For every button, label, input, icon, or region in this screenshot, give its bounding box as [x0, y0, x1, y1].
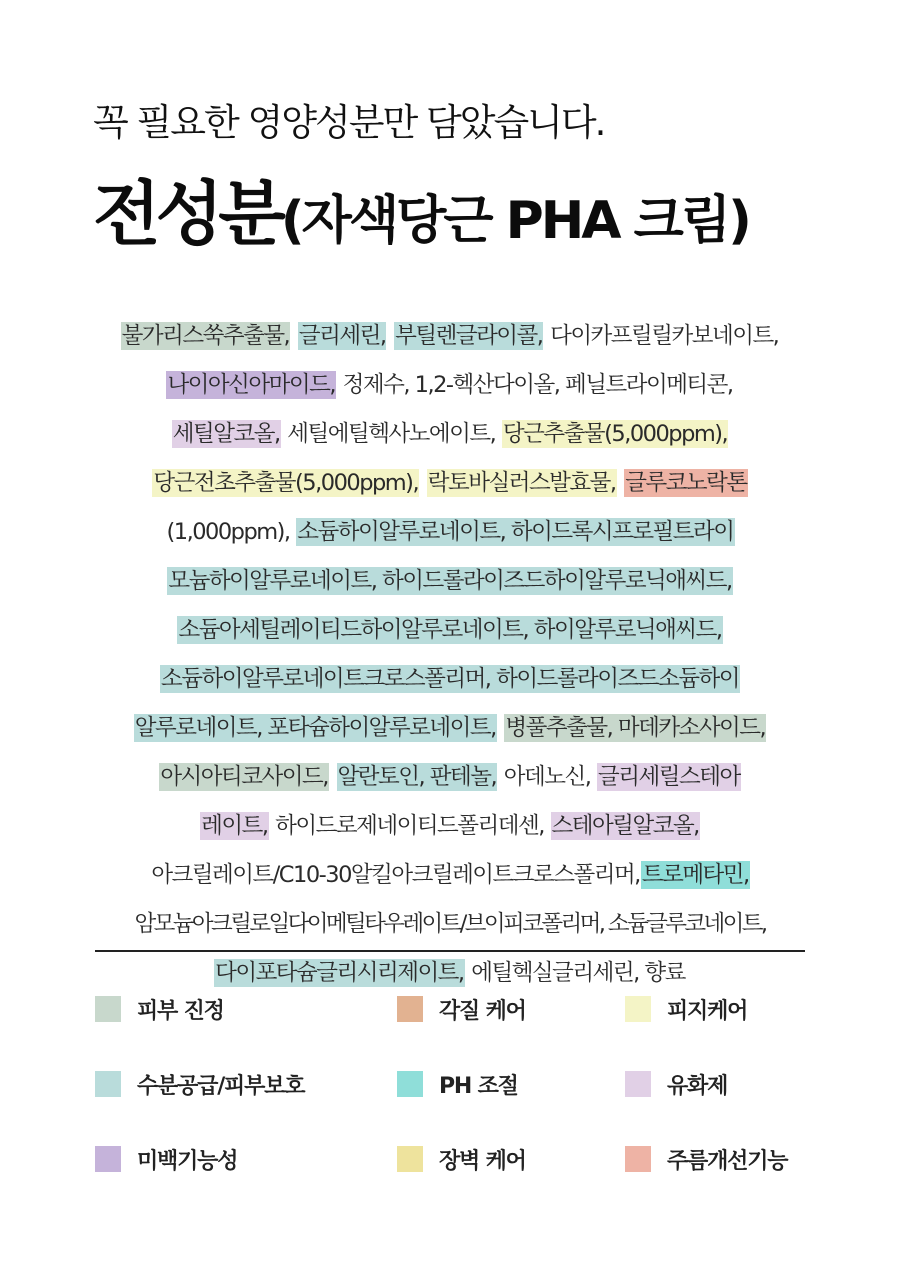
ingredient-highlight-ph: 트로메타민, — [641, 862, 749, 888]
legend-swatch — [397, 1071, 423, 1097]
legend-swatch — [625, 1071, 651, 1097]
ingredient-text: 하이드로제네이티드폴리데센, — [269, 813, 550, 839]
legend-swatch — [95, 1071, 121, 1097]
ingredient-text: 정제수, 1,2-헥산다이올, 페닐트라이메티콘, — [336, 372, 733, 398]
ingredient-highlight-moisture: 부틸렌글라이콜, — [395, 323, 543, 349]
ingredient-highlight-moisture: 다이포타슘글리시리제이트, — [215, 960, 464, 986]
ingredient-highlight-soothing: 불가리스쑥추출물, — [121, 323, 290, 349]
legend-item-emulsifier — [625, 1069, 727, 1099]
legend-label: 피부 진정 — [137, 998, 224, 1024]
legend-swatch — [397, 996, 423, 1022]
ingredient-highlight-soothing: 아시아티코사이드, — [160, 764, 328, 790]
ingredient-text: 암모늄아크릴로일다이메틸타우레이트/브이피코폴리머, 소듐글루코네이트, — [134, 911, 766, 937]
legend-item-moisture — [95, 1069, 304, 1099]
legend-label: 주름개선기능 — [667, 1148, 788, 1174]
ingredient-text: 아크릴레이트/C10-30알킬아크릴레이트크로스폴리머, — [151, 862, 640, 888]
page-title-main: 전성분 — [93, 173, 281, 255]
page-title-product: (자색당근 PHA 크림) — [280, 191, 749, 251]
ingredient-highlight-sebum: 락토바실러스발효물, — [427, 470, 616, 496]
legend-label: 피지케어 — [667, 998, 748, 1024]
ingredient-highlight-moisture: 글리세린, — [298, 323, 386, 349]
legend-label: 미백기능성 — [137, 1148, 238, 1174]
ingredient-text: (1,000ppm), — [166, 519, 296, 545]
ingredient-highlight-moisture: 알란토인, 판테놀, — [337, 764, 497, 790]
ingredient-line — [70, 414, 830, 463]
ingredient-line — [70, 610, 830, 659]
legend-label: 장벽 케어 — [439, 1148, 526, 1174]
ingredient-highlight-emulsifier: 레이트, — [201, 813, 268, 839]
ingredient-highlight-whitening: 나이아신아마이드, — [167, 372, 335, 398]
legend-label: PH 조절 — [439, 1073, 518, 1099]
ingredient-text: 다이카프릴릴카보네이트, — [544, 323, 779, 349]
ingredient-highlight-emulsifier: 세틸알코올, — [172, 421, 280, 447]
ingredient-text — [329, 763, 337, 791]
ingredient-list — [70, 316, 830, 1002]
ingredient-line — [70, 659, 830, 708]
page-title — [93, 158, 853, 259]
ingredient-highlight-moisture: 소듐하이알루로네이트크로스폴리머, 하이드롤라이즈드소듐하이 — [161, 666, 739, 692]
divider — [95, 950, 805, 952]
ingredient-text — [386, 322, 394, 350]
ingredient-text — [419, 469, 427, 497]
ingredient-highlight-moisture: 소듐아세틸레이티드하이알루로네이트, 하이알루로닉애씨드, — [178, 617, 722, 643]
legend-swatch — [625, 1146, 651, 1172]
ingredient-highlight-soothing: 병풀추출물, 마데카소사이드, — [505, 715, 766, 741]
ingredient-highlight-sebum: 당근전초추출물(5,000ppm), — [153, 470, 419, 496]
legend-item-wrinkle — [625, 1144, 787, 1174]
legend-label: 유화제 — [667, 1073, 728, 1099]
legend-item-soothing — [95, 994, 224, 1024]
legend-label: 각질 케어 — [439, 998, 526, 1024]
legend-swatch — [625, 996, 651, 1022]
ingredient-line — [70, 757, 830, 806]
ingredient-highlight-emulsifier: 스테아릴알코올, — [551, 813, 699, 839]
ingredient-line — [70, 316, 830, 365]
ingredient-text: 세틸에틸헥사노에이트, — [281, 421, 501, 447]
ingredient-highlight-moisture: 알루로네이트, 포타슘하이알루로네이트, — [134, 715, 496, 741]
ingredient-text — [290, 322, 298, 350]
page-subtitle: 꼭 필요한 영양성분만 담았습니다. — [93, 101, 605, 144]
ingredient-line — [70, 904, 830, 953]
ingredient-text: 에틸헥실글리세린, 향료 — [465, 960, 685, 986]
ingredient-line — [70, 512, 830, 561]
ingredient-highlight-wrinkle: 글루코노락톤 — [625, 470, 747, 496]
legend-label: 수분공급/피부보호 — [137, 1073, 305, 1099]
ingredient-line — [70, 806, 830, 855]
ingredient-highlight-sebum: 당근추출물(5,000ppm), — [502, 421, 728, 447]
ingredient-line — [70, 708, 830, 757]
ingredient-line — [70, 855, 830, 904]
legend-item-whitening — [95, 1144, 237, 1174]
ingredient-text: 아데노신, — [498, 764, 597, 790]
legend-item-barrier — [397, 1144, 526, 1174]
legend-item-sebum — [625, 994, 747, 1024]
ingredient-line — [70, 365, 830, 414]
ingredient-line — [70, 561, 830, 610]
ingredient-highlight-moisture: 소듐하이알루로네이트, 하이드록시프로필트라이 — [297, 519, 734, 545]
ingredient-highlight-moisture: 모늄하이알루로네이트, 하이드롤라이즈드하이알루로닉애씨드, — [168, 568, 732, 594]
legend-swatch — [95, 1146, 121, 1172]
legend-item-exfoliate — [397, 994, 526, 1024]
legend-swatch — [95, 996, 121, 1022]
legend-item-ph — [397, 1069, 518, 1099]
ingredient-line — [70, 463, 830, 512]
legend-swatch — [397, 1146, 423, 1172]
ingredient-highlight-emulsifier: 글리세릴스테아 — [598, 764, 740, 790]
